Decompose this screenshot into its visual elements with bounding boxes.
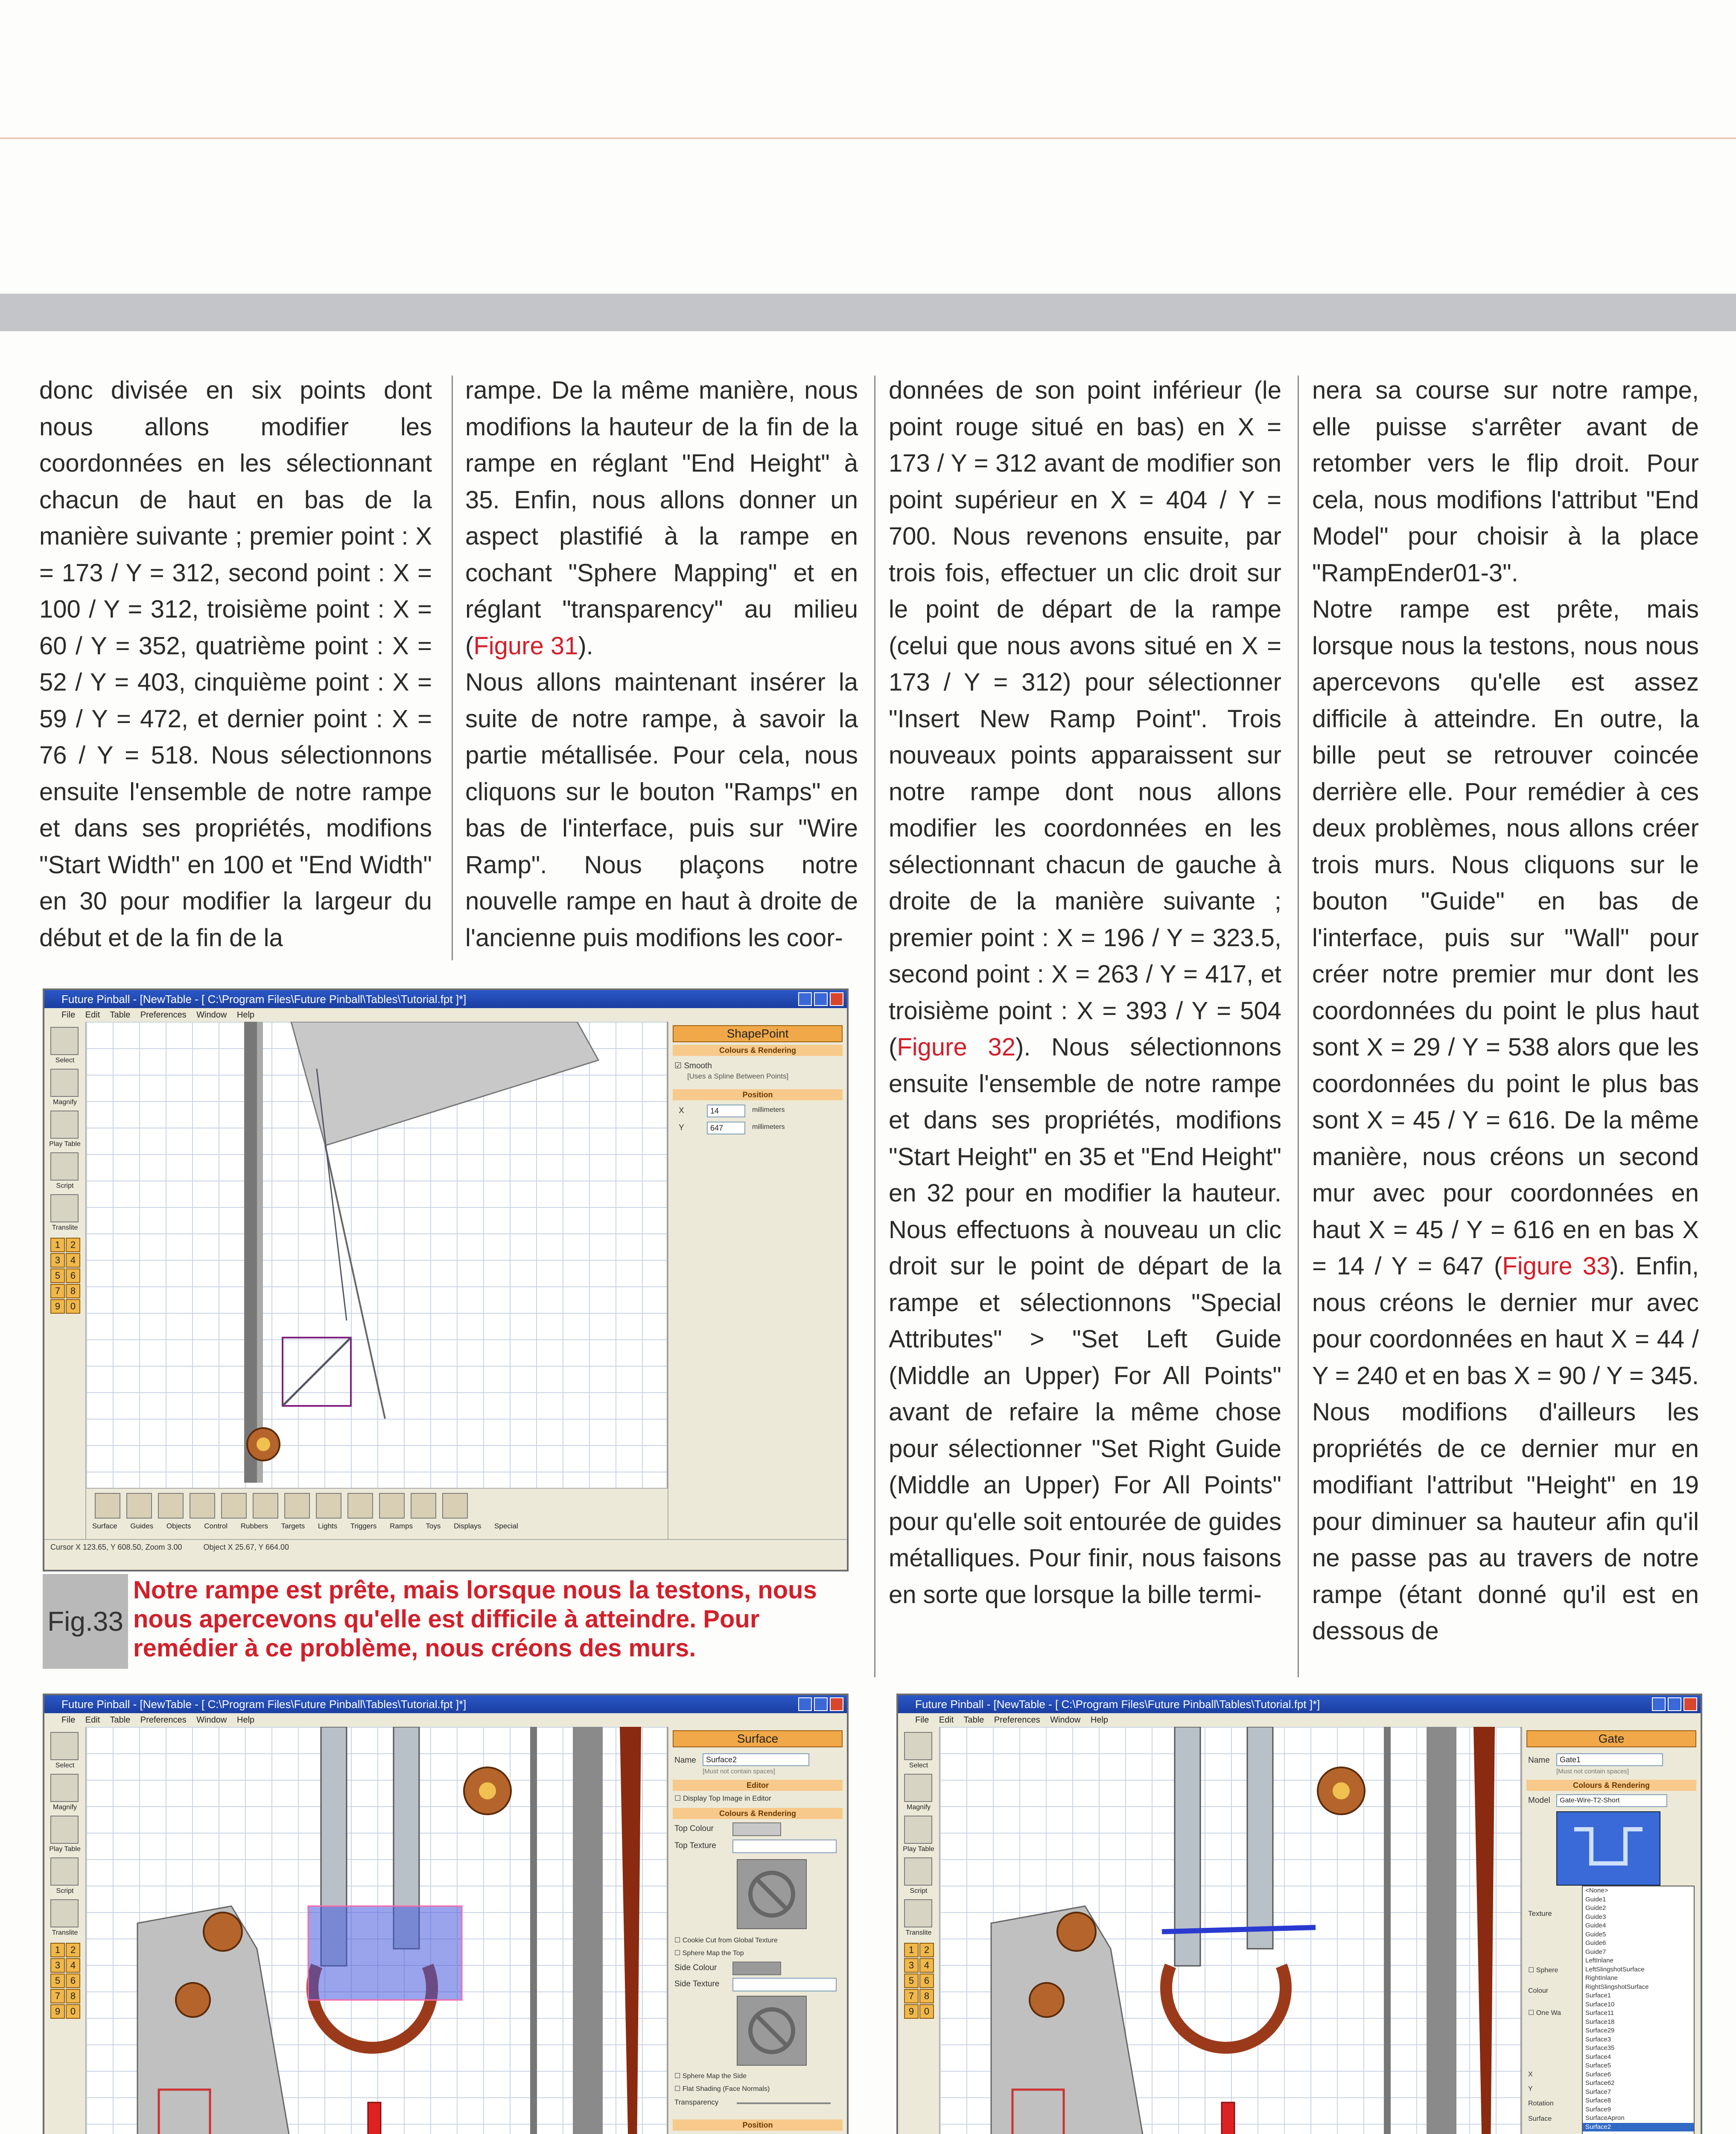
magnify-label: Magnify xyxy=(53,1099,77,1106)
column-4 xyxy=(1312,372,1699,1650)
surface-label: Surface xyxy=(1528,2115,1552,2122)
play-table-label: Play Table xyxy=(903,1845,934,1853)
properties-panel xyxy=(668,1022,847,1540)
panel-section: Position xyxy=(673,1089,843,1100)
surface-option[interactable]: Guide1 xyxy=(1585,1895,1606,1903)
x-label: X xyxy=(1528,2071,1533,2078)
window-title-bar: Future Pinball - [NewTable - [ C:\Program Files\Future Pinball\Tables\Tutorial.fpt ]*] xyxy=(898,1695,1701,1713)
canvas-drawing xyxy=(86,1022,667,1483)
sphere-checkbox[interactable]: ☐ Sphere xyxy=(1528,1967,1558,1974)
name-field[interactable]: Surface2 xyxy=(703,1753,809,1766)
translite-icon[interactable] xyxy=(50,1194,79,1222)
y-label: Y xyxy=(679,1123,684,1132)
surface-option[interactable]: LeftSlingshotSurface xyxy=(1585,1965,1645,1973)
surface-option[interactable]: Guide7 xyxy=(1585,1948,1606,1956)
play-table-label: Play Table xyxy=(49,1140,81,1148)
surface-option[interactable]: Surface35 xyxy=(1585,2044,1615,2052)
canvas-drawing xyxy=(86,1727,667,2134)
panel-section: Colours & Rendering xyxy=(673,1045,843,1056)
surface-option[interactable]: Guide4 xyxy=(1585,1922,1606,1929)
name-note: [Must not contain spaces] xyxy=(1556,1768,1629,1775)
maximize-button[interactable] xyxy=(814,992,828,1006)
surface-option[interactable]: Surface6 xyxy=(1585,2070,1611,2078)
texture-preview xyxy=(737,1996,807,2066)
transparency-slider[interactable] xyxy=(737,2102,831,2104)
top-texture-label: Top Texture xyxy=(674,1841,716,1850)
texture-preview xyxy=(737,1859,807,1929)
y-label: Y xyxy=(1528,2085,1533,2093)
column-1 xyxy=(39,372,432,956)
window-controls xyxy=(798,992,843,1006)
script-label: Script xyxy=(910,1887,928,1895)
figure-33-ref: Figure 33 xyxy=(1502,1252,1611,1280)
figure-31-ref: Figure 31 xyxy=(473,632,578,660)
script-icon[interactable] xyxy=(50,1152,79,1181)
maximize-button[interactable] xyxy=(1668,1697,1681,1711)
minimize-button[interactable] xyxy=(1652,1697,1666,1711)
column-3 xyxy=(889,372,1281,1613)
surface-option[interactable]: Surface3 xyxy=(1585,2035,1611,2043)
menu-bar[interactable]: File Edit Table Preferences Window Help xyxy=(898,1713,1701,1727)
column-divider xyxy=(452,376,453,960)
col2-paragraph-1: rampe. De la même manière, nous modifions la hauteur de la fin de la rampe en réglant "End Height" à 35. Enfin, nous allons donner un aspect plastifié à la rampe en cochant "Sphere Mapping" et en réglant "transparency" au milieu (Figure 31). xyxy=(465,376,858,660)
col3-text: données de son point inférieur (le point rouge situé en bas) en X = 173 / Y = 312 avant de modifier son point supérieur en X = 404 / Y = 700. Nous revenons ensuite, par trois fois, effectuer un clic droit sur le point de départ de la rampe (celui que nous avons situé en X = 173 / Y = 312) pour sélectionner "Insert New Ramp Point". Trois nouveaux points apparaissent sur notre rampe dont nous allons modifier les coordonnées en les sélectionnant chacun de gauche à droite de la manière suivante ; premier point : X = 196 / Y = 323.5, second point : X = 263 / Y = 417, et troisième point : X = 393 / Y = 504 (Figure 32). Nous sélectionnons ensuite l'ensemble de notre rampe et dans ses propriétés, modifions "Start Height" en 35 et "End Height" en 32 pour en modifier la hauteur. Nous effectuons à nouveau un clic droit sur le point de départ de la rampe et sélectionnons "Special Attributes" > "Set Left Guide (Middle an Upper) For All Points" avant de refaire la même chose pour sélectionner "Set Right Guide (Middle an Upper) For All Points" pour qu'elle soit entourée de guides métalliques. Pour finir, nous faisons en sorte que lorsque la bille termi- xyxy=(889,376,1282,1609)
left-toolbar xyxy=(44,1022,86,1540)
rotation-label: Rotation xyxy=(1528,2100,1554,2107)
script-icon[interactable] xyxy=(50,1857,79,1886)
select-label: Select xyxy=(55,1057,75,1064)
surface-option[interactable]: RightSlingshotSurface xyxy=(1585,1983,1649,1991)
window-title-bar: Future Pinball - [NewTable - [ C:\Program Files\Future Pinball\Tables\Tutorial.fpt ]*] xyxy=(44,990,847,1008)
translite-icon[interactable] xyxy=(50,1899,79,1927)
no-texture-icon xyxy=(738,1997,806,2065)
object-category-buttons[interactable] xyxy=(95,1493,468,1519)
play-table-icon[interactable] xyxy=(50,1111,79,1139)
translite-icon[interactable] xyxy=(904,1899,932,1927)
minimize-button[interactable] xyxy=(798,992,812,1006)
select-label: Select xyxy=(55,1762,75,1769)
transparency-label: Transparency xyxy=(674,2098,719,2106)
surface-option[interactable]: Surface62 xyxy=(1585,2079,1615,2087)
side-texture-label: Side Texture xyxy=(674,1979,720,1988)
panel-title: Surface xyxy=(673,1730,843,1747)
model-preview xyxy=(1556,1811,1660,1886)
smooth-checkbox[interactable]: ☑ Smooth xyxy=(674,1061,712,1070)
top-rule xyxy=(0,137,1736,139)
name-label: Name xyxy=(1528,1756,1550,1765)
play-table-icon[interactable] xyxy=(904,1816,932,1844)
cookie-cut-checkbox[interactable]: ☐ Cookie Cut from Global Texture xyxy=(674,1937,778,1944)
name-field[interactable]: Gate1 xyxy=(1556,1753,1663,1766)
surface-option[interactable]: Surface9 xyxy=(1585,2105,1611,2113)
window-controls xyxy=(1652,1697,1697,1711)
figure-32-ref: Figure 32 xyxy=(897,1033,1015,1061)
layer-buttons[interactable]: 1 2 3 4 5 6 7 8 9 0 xyxy=(904,1943,934,2019)
panel-section: Colours & Rendering xyxy=(673,1808,843,1819)
window-controls xyxy=(798,1697,843,1711)
top-colour-label: Top Colour xyxy=(674,1824,714,1833)
magnify-label: Magnify xyxy=(906,1804,931,1811)
surface-option[interactable]: Surface1 xyxy=(1585,1992,1611,1999)
select-tool-icon[interactable] xyxy=(50,1027,79,1055)
top-texture-dropdown[interactable] xyxy=(732,1840,837,1853)
magnify-tool-icon[interactable] xyxy=(904,1774,932,1802)
top-colour-swatch[interactable] xyxy=(732,1822,781,1836)
close-button[interactable] xyxy=(830,1697,843,1711)
col2-paragraph-2: Nous allons maintenant insérer la suite de notre rampe, à savoir la partie métallisée. Pour cela, nous cliquons sur le bouton "Ramps" en bas de l'interface, puis sur "Wire Ramp". Nous plaçons notre nouvelle rampe en haut à droite de l'ancienne puis modifions les coor- xyxy=(465,668,858,952)
figure-35-screenshot xyxy=(896,1694,1702,2134)
menu-bar[interactable]: File Edit Table Preferences Window Help xyxy=(44,1008,847,1022)
select-label: Select xyxy=(909,1762,928,1769)
col1-text: donc divisée en six points dont nous allons modifier les coordonnées en les sélectionnant chacun de haut en bas de la manière suivante ; premier point : X = 173 / Y = 312, second point : X = 100 / Y = 312, troisième point : X = 60 / Y = 352, quatrième point : X = 52 / Y = 403, cinquième point : X = 59 / Y = 472, et dernier point : X = 76 / Y = 518. Nous sélectionnons ensuite l'ensemble de notre rampe et dans ses propriétés, modifions "Start Width" en 100 et "End Width" en 30 pour modifier la largeur du début et de la fin de la xyxy=(39,376,432,952)
script-icon[interactable] xyxy=(904,1857,932,1886)
unit-label: millimeters xyxy=(752,1123,785,1131)
figure-label: Fig.33 xyxy=(43,1574,128,1669)
x-label: X xyxy=(679,1106,684,1115)
surface-option[interactable]: Surface4 xyxy=(1585,2053,1611,2061)
column-divider xyxy=(874,376,875,1677)
col4-paragraph-2: Notre rampe est prête, mais lorsque nous la testons, nous nous apercevons qu'elle est assez difficile à atteindre. En outre, la bille peut se retrouver coincée derrière elle. Pour remédier à ces deux problèmes, nous allons créer trois murs. Nous cliquons sur le bouton "Guide" en bas de l'interface, puis sur "Wall" pour créer notre premier mur dont les coordonnées du point le plus haut sont X = 29 / Y = 538 alors que les coordonnées du point le plus bas sont X = 45 / Y = 616. De la même manière, nous créons un second mur avec pour coordonnées en haut X = 45 / Y = 616 en en bas X = 14 / Y = 647 (Figure 33). Enfin, nous créons le dernier mur avec pour coordonnées en haut X = 44 / Y = 240 et en bas X = 90 / Y = 345. Nous modifions d'ailleurs les propriétés de ce dernier mur en modifiant l'attribut "Height" en 19 pour diminuer sa hauteur afin qu'il ne passe pas au travers de notre rampe (étant donné qu'il est en dessous de xyxy=(1312,595,1699,1645)
figure-33-caption: Notre rampe est prête, mais lorsque nous la testons, nous nous apercevons qu'elle est difficile à atteindre. Pour remédier à ce problème, nous créons des murs. xyxy=(133,1576,817,1662)
surface-option[interactable]: Guide6 xyxy=(1585,1939,1606,1947)
name-label: Name xyxy=(674,1756,696,1765)
canvas-drawing xyxy=(940,1727,1520,2134)
close-button[interactable] xyxy=(1683,1697,1697,1711)
header-band xyxy=(0,294,1736,331)
surface-option[interactable]: Surface10 xyxy=(1585,2000,1615,2008)
model-dropdown[interactable]: Gate-Wire-T2-Short xyxy=(1556,1794,1667,1807)
window-title-bar: Future Pinball - [NewTable - [ C:\Program Files\Future Pinball\Tables\Tutorial.fpt ]*] xyxy=(44,1695,847,1713)
panel-title: Gate xyxy=(1526,1730,1696,1747)
surface-option[interactable]: Surface8 xyxy=(1585,2097,1611,2104)
side-colour-label: Side Colour xyxy=(674,1963,717,1972)
sphere-side-checkbox[interactable]: ☐ Sphere Map the Side xyxy=(674,2073,747,2080)
one-way-checkbox[interactable]: ☐ One Wa xyxy=(1528,2009,1561,2017)
table-editor-canvas[interactable] xyxy=(940,1727,1521,2134)
table-editor-canvas[interactable] xyxy=(86,1727,668,2134)
minimize-button[interactable] xyxy=(798,1697,812,1711)
sphere-top-checkbox[interactable]: ☐ Sphere Map the Top xyxy=(674,1950,744,1957)
play-table-icon[interactable] xyxy=(50,1816,79,1844)
no-texture-icon xyxy=(738,1860,806,1928)
surface-option[interactable]: Surface7 xyxy=(1585,2088,1611,2096)
layer-buttons[interactable]: 1 2 3 4 5 6 7 8 9 0 xyxy=(50,1943,80,2019)
surface-option[interactable]: Surface5 xyxy=(1585,2062,1611,2069)
magnify-tool-icon[interactable] xyxy=(50,1774,79,1802)
surface-options xyxy=(1583,1886,1694,2131)
select-tool-icon[interactable] xyxy=(50,1732,79,1760)
left-toolbar xyxy=(44,1727,86,2134)
surface-option[interactable]: LeftInlane xyxy=(1585,1957,1613,1964)
unit-label: millimeters xyxy=(752,1106,785,1114)
menu-bar[interactable]: File Edit Table Preferences Window Help xyxy=(44,1713,847,1727)
texture-label: Texture xyxy=(1528,1910,1552,1918)
surface-option[interactable]: Guide5 xyxy=(1585,1930,1606,1938)
translite-label: Translite xyxy=(52,1929,78,1936)
surface-option[interactable]: Surface11 xyxy=(1585,2009,1614,2017)
column-divider xyxy=(1298,376,1299,1677)
surface-option[interactable]: Surface2 xyxy=(1583,2123,1694,2132)
panel-section: Editor xyxy=(673,1780,843,1791)
translite-label: Translite xyxy=(52,1224,78,1231)
flat-shading-checkbox[interactable]: ☐ Flat Shading (Face Normals) xyxy=(674,2085,770,2093)
gate-model-icon xyxy=(1557,1812,1660,1885)
side-texture-dropdown[interactable] xyxy=(732,1978,837,1991)
surface-option[interactable]: Guide3 xyxy=(1585,1913,1606,1921)
surface-option[interactable]: Surface18 xyxy=(1585,2018,1615,2026)
close-button[interactable] xyxy=(830,992,843,1006)
surface-dropdown-list[interactable] xyxy=(1582,1886,1695,2134)
column-2 xyxy=(465,372,858,956)
table-editor-canvas[interactable] xyxy=(86,1022,668,1489)
layer-buttons[interactable]: 1 2 3 4 5 6 7 8 9 0 xyxy=(50,1238,80,1314)
play-table-label: Play Table xyxy=(49,1845,81,1853)
surface-option[interactable]: Guide2 xyxy=(1585,1904,1606,1912)
figure-34-screenshot xyxy=(43,1694,849,2134)
y-field[interactable]: 647 xyxy=(707,1122,745,1134)
translite-label: Translite xyxy=(905,1929,932,1936)
script-label: Script xyxy=(56,1182,74,1189)
script-label: Script xyxy=(56,1887,74,1895)
magnify-tool-icon[interactable] xyxy=(50,1069,79,1097)
x-field[interactable]: 14 xyxy=(707,1105,745,1117)
properties-panel xyxy=(1521,1727,1701,2134)
figure-33-screenshot xyxy=(43,988,849,1571)
bottom-toolbar xyxy=(86,1488,668,1540)
maximize-button[interactable] xyxy=(814,1697,828,1711)
panel-section: Colours & Rendering xyxy=(1526,1780,1696,1791)
object-category-labels: Surface Guides Objects Control Rubbers Targets Lights Triggers Ramps Toys Displays Special xyxy=(92,1522,518,1530)
select-tool-icon[interactable] xyxy=(904,1732,932,1760)
panel-title: ShapePoint xyxy=(673,1025,843,1042)
side-colour-swatch[interactable] xyxy=(732,1962,781,1975)
status-bar: Cursor X 123.65, Y 608.50, Zoom 3.00 Object X 25.67, Y 664.00 xyxy=(44,1539,847,1570)
properties-panel xyxy=(668,1727,847,2134)
surface-option[interactable]: SurfaceApron xyxy=(1585,2114,1625,2122)
panel-section: Position xyxy=(673,2119,843,2131)
surface-option[interactable]: Surface29 xyxy=(1585,2027,1615,2034)
left-toolbar xyxy=(898,1727,940,2134)
surface-option[interactable]: RightInlane xyxy=(1585,1974,1618,1982)
magnify-label: Magnify xyxy=(53,1804,77,1811)
model-label: Model xyxy=(1528,1796,1550,1805)
smooth-note: [Uses a Spline Between Points] xyxy=(687,1072,789,1080)
surface-option[interactable]: <None> xyxy=(1585,1887,1608,1894)
colour-label: Colour xyxy=(1528,1987,1549,1994)
display-top-checkbox[interactable]: ☐ Display Top Image in Editor xyxy=(674,1794,771,1802)
col4-paragraph-1: nera sa course sur notre rampe, elle puisse s'arrêter avant de retomber vers le flip droit. Pour cela, nous modifions l'attribut "End Model" pour choisir à la place "RampEnder01-3". xyxy=(1312,376,1699,587)
name-note: [Must not contain spaces] xyxy=(703,1768,776,1775)
